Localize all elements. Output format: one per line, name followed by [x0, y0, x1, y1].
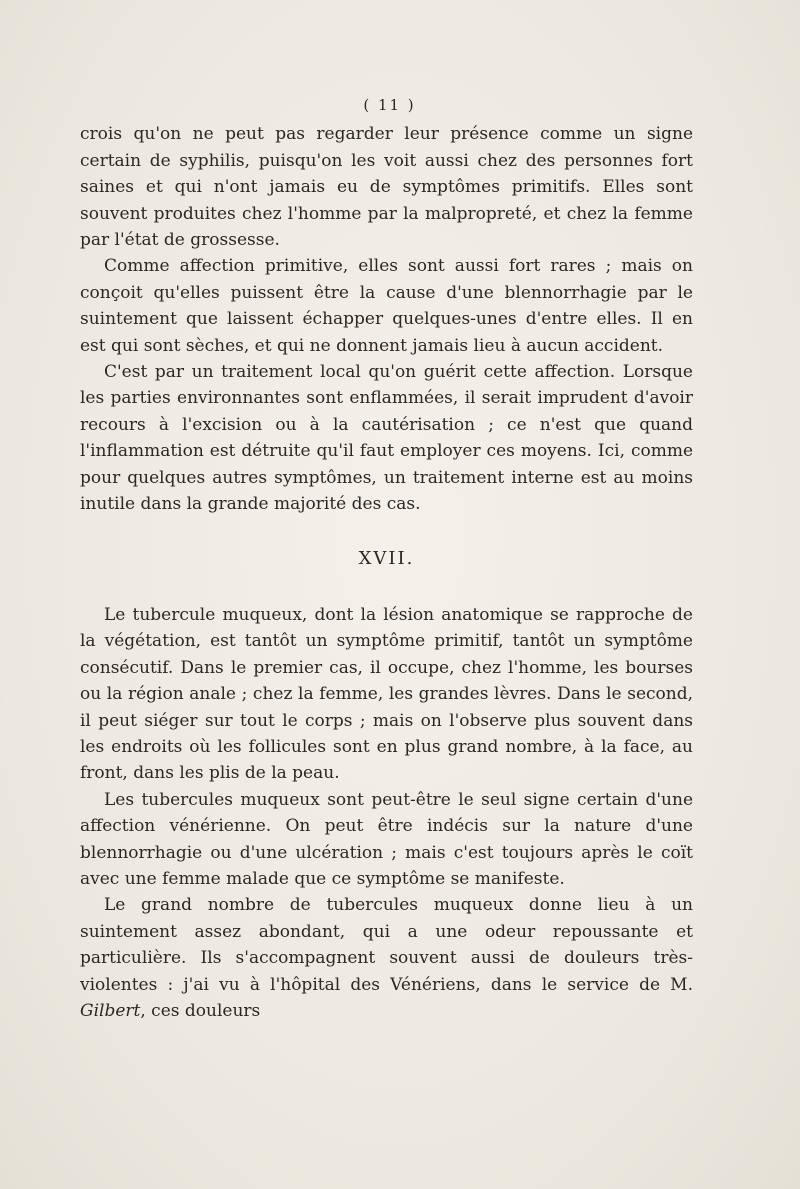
paragraph-6-tail: , ces douleurs: [140, 1001, 261, 1021]
paragraph-6: [80, 892, 693, 1024]
section-heading: XVII.: [358, 547, 415, 569]
page-text-block: [80, 92, 693, 1024]
paragraph-3: C'est par un traitement local qu'on guérit cette affection. Lorsque les parties environnantes sont enflammées, il serait imprudent d'avoir recours à l'excision ou à la cautérisation ; ce n'est que quand l'inflammation est détruite qu'il faut employer ces moyens. Ici, comme pour quelques autres symptômes, un traitement interne est au moins inutile dans la grande majorité des cas.: [80, 362, 693, 515]
page-number: ( 11 ): [363, 96, 416, 114]
paragraph-4: Le tubercule muqueux, dont la lésion anatomique se rapproche de la végétation, est tantôt un symptôme primitif, tantôt un symptôme consécutif. Dans le premier cas, il occupe, chez l'homme, les bourses ou la région anale ; chez la femme, les grandes lèvres. Dans le second, il peut siéger sur tout le corps ; mais on l'observe plus souvent dans les endroits où les follicules sont en plus grand nombre, à la face, au front, dans les plis de la peau.: [80, 604, 693, 784]
person-name-gilbert: Gilbert: [80, 1001, 141, 1021]
paragraph-2: Comme affection primitive, elles sont aussi fort rares ; mais on conçoit qu'elles puissent être la cause d'une blennorrhagie par le suintement que laissent échapper quelques-unes d'entre elles. Il en est qui sont sèches, et qui ne donnent jamais lieu à aucun accident.: [80, 256, 693, 356]
paragraph-1: crois qu'on ne peut pas regarder leur présence comme un signe certain de syphilis, puisqu'on les voit aussi chez des personnes fort saines et qui n'ont jamais eu de symptômes primitifs. Elles sont souvent produites chez l'homme par la malpropreté, et chez la femme par l'état de grossesse.: [80, 124, 693, 251]
paragraph-6-text: Le grand nombre de tubercules muqueux donne lieu à un suintement assez abondant, qui a une odeur repoussante et particulière. Ils s'accompagnent souvent aussi de douleurs très-violentes : j'ai vu à l'hôpital des Vénériens, dans le service de M.: [80, 895, 693, 995]
paragraph-5: Les tubercules muqueux sont peut-être le seul signe certain d'une affection vénérienne. On peut être indécis sur la nature d'une blennorrhagie ou d'une ulcération ; mais c'est toujours après le coït avec une femme malade que ce symptôme se manifeste.: [80, 789, 693, 889]
